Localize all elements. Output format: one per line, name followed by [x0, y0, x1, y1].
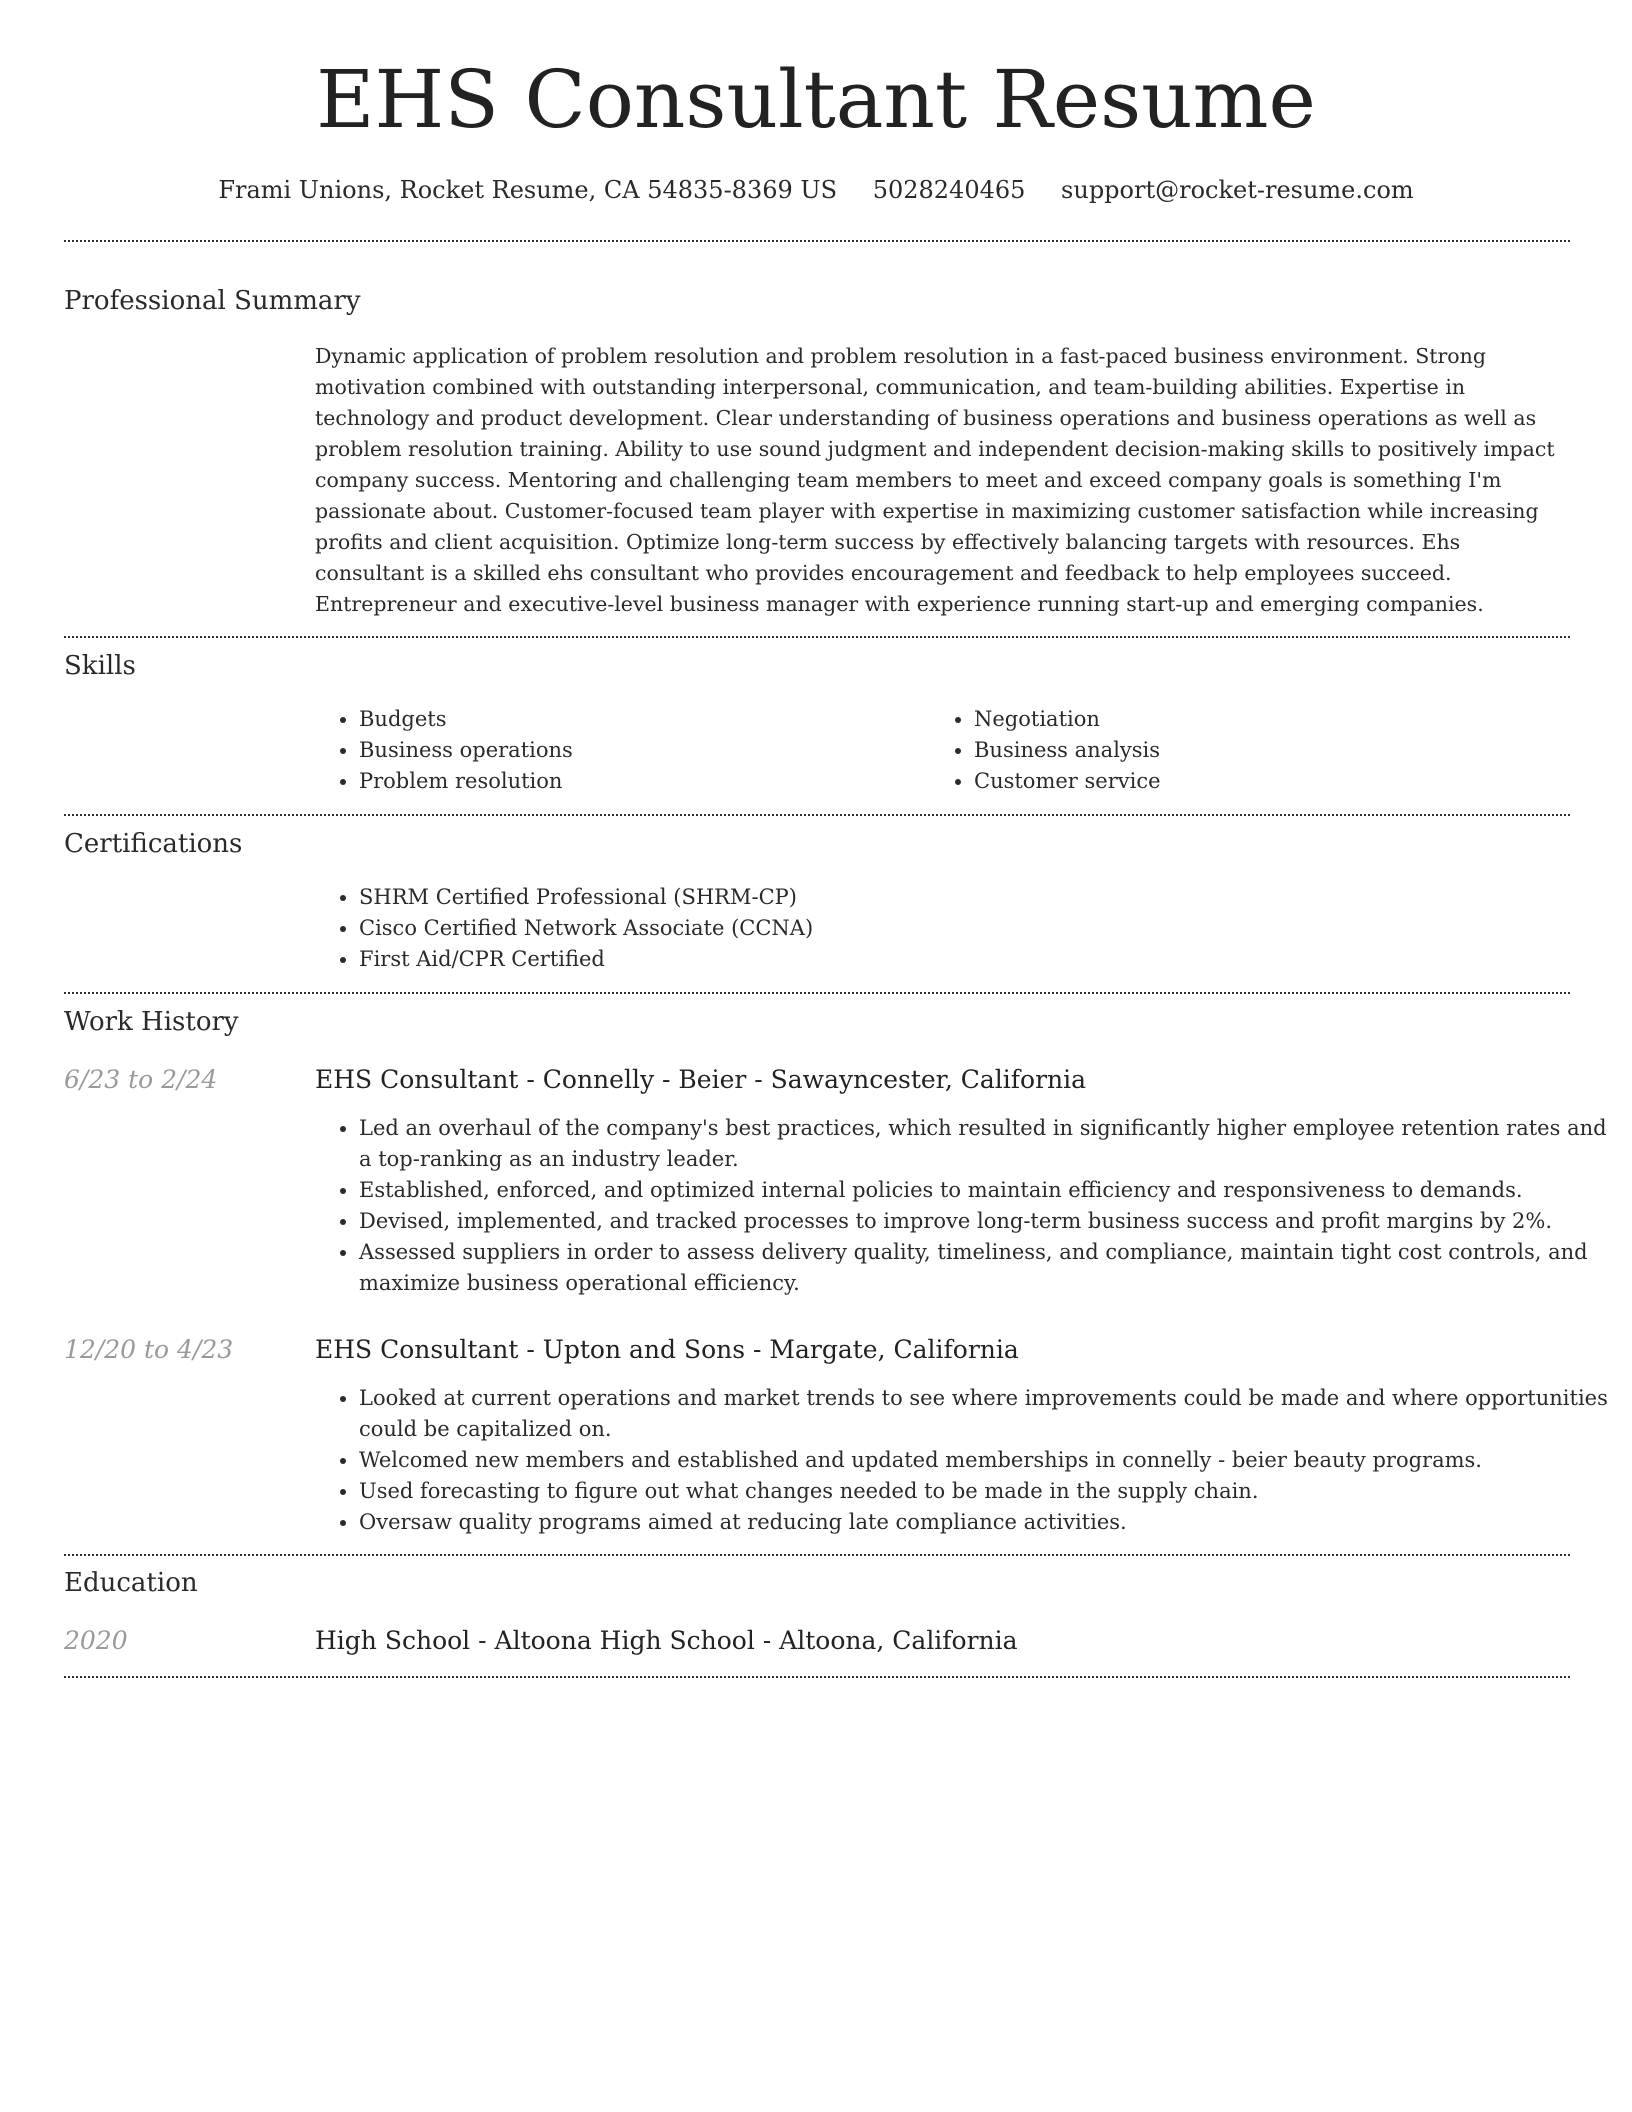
skill-item: • Negotiation: [974, 704, 1574, 735]
job-bullet: • Established, enforced, and optimized internal policies to maintain efficiency and responsiveness to demands.: [359, 1175, 1613, 1206]
skill-item: • Business operations: [359, 735, 919, 766]
section-divider: [64, 1676, 1570, 1678]
skill-item: • Business analysis: [974, 735, 1574, 766]
job-bullets: [315, 1113, 1613, 1299]
education-year: 2020: [64, 1626, 128, 1655]
contact-line: [0, 174, 1632, 206]
skills-heading: Skills: [64, 651, 136, 681]
summary-text: Dynamic application of problem resolution and problem resolution in a fast-paced business environment. Strong motivation combined with outstanding interpersonal, communication, and team-building abilities. Expertise in technology and product development. Clear understanding of business operations and business operations as well as problem resolution training. Ability to use sound judgment and independent decision-making skills to positively impact company success. Mentoring and challenging team members to meet and exceed company goals is something I'm passionate about. Customer-focused team player with expertise in maximizing customer satisfaction while increasing profits and client acquisition. Optimize long-term success by effectively balancing targets with resources. Ehs consultant is a skilled ehs consultant who provides encouragement and feedback to help employees succeed. Entrepreneur and executive-level business manager with experience running start-up and emerging companies.: [315, 344, 1555, 616]
contact-phone: 5028240465: [872, 176, 1026, 204]
skill-item: • Problem resolution: [359, 766, 919, 797]
job-dates: 6/23 to 2/24: [64, 1065, 218, 1094]
job-bullet: • Welcomed new members and established and updated memberships in connelly - beier beauty programs.: [359, 1445, 1613, 1476]
section-divider: [64, 814, 1570, 816]
job-bullet: • Used forecasting to figure out what changes needed to be made in the supply chain.: [359, 1476, 1613, 1507]
certification-item: • Cisco Certified Network Associate (CCNA): [359, 913, 1559, 944]
skill-item: • Customer service: [974, 766, 1574, 797]
contact-email: support@rocket-resume.com: [1061, 176, 1414, 204]
job-bullet: • Devised, implemented, and tracked processes to improve long-term business success and profit margins by 2%.: [359, 1206, 1613, 1237]
section-divider: [64, 1554, 1570, 1556]
section-divider: [64, 240, 1570, 242]
certification-item: • First Aid/CPR Certified: [359, 944, 1559, 975]
contact-address: Frami Unions, Rocket Resume, CA 54835-8369 US: [218, 176, 838, 204]
job-bullets: [315, 1383, 1613, 1538]
work-history-heading: Work History: [64, 1007, 239, 1037]
skill-item: • Budgets: [359, 704, 919, 735]
job-title: EHS Consultant - Connelly - Beier - Sawayncester, California: [315, 1065, 1087, 1094]
section-divider: [64, 636, 1570, 638]
certifications-heading: Certifications: [64, 829, 243, 859]
job-bullet: • Assessed suppliers in order to assess delivery quality, timeliness, and compliance, maintain tight cost controls, and maximize business operational efficiency.: [359, 1237, 1613, 1299]
section-divider: [64, 992, 1570, 994]
summary-heading: Professional Summary: [64, 286, 361, 316]
job-bullet: • Looked at current operations and market trends to see where improvements could be made and where opportunities could be capitalized on.: [359, 1383, 1613, 1445]
resume-title: EHS Consultant Resume: [316, 53, 1316, 146]
resume-header: [0, 0, 1632, 206]
education-heading: Education: [64, 1568, 198, 1598]
skills-list-right: [930, 704, 1574, 797]
job-dates: 12/20 to 4/23: [64, 1335, 234, 1364]
certifications-list: [315, 882, 1559, 975]
certification-item: • SHRM Certified Professional (SHRM-CP): [359, 882, 1559, 913]
skills-list-left: [315, 704, 919, 797]
job-title: EHS Consultant - Upton and Sons - Margate, California: [315, 1335, 1019, 1364]
job-bullet: • Oversaw quality programs aimed at reducing late compliance activities.: [359, 1507, 1613, 1538]
job-bullet: • Led an overhaul of the company's best practices, which resulted in significantly higher employee retention rates and a top-ranking as an industry leader.: [359, 1113, 1613, 1175]
education-entry: High School - Altoona High School - Altoona, California: [315, 1626, 1018, 1655]
